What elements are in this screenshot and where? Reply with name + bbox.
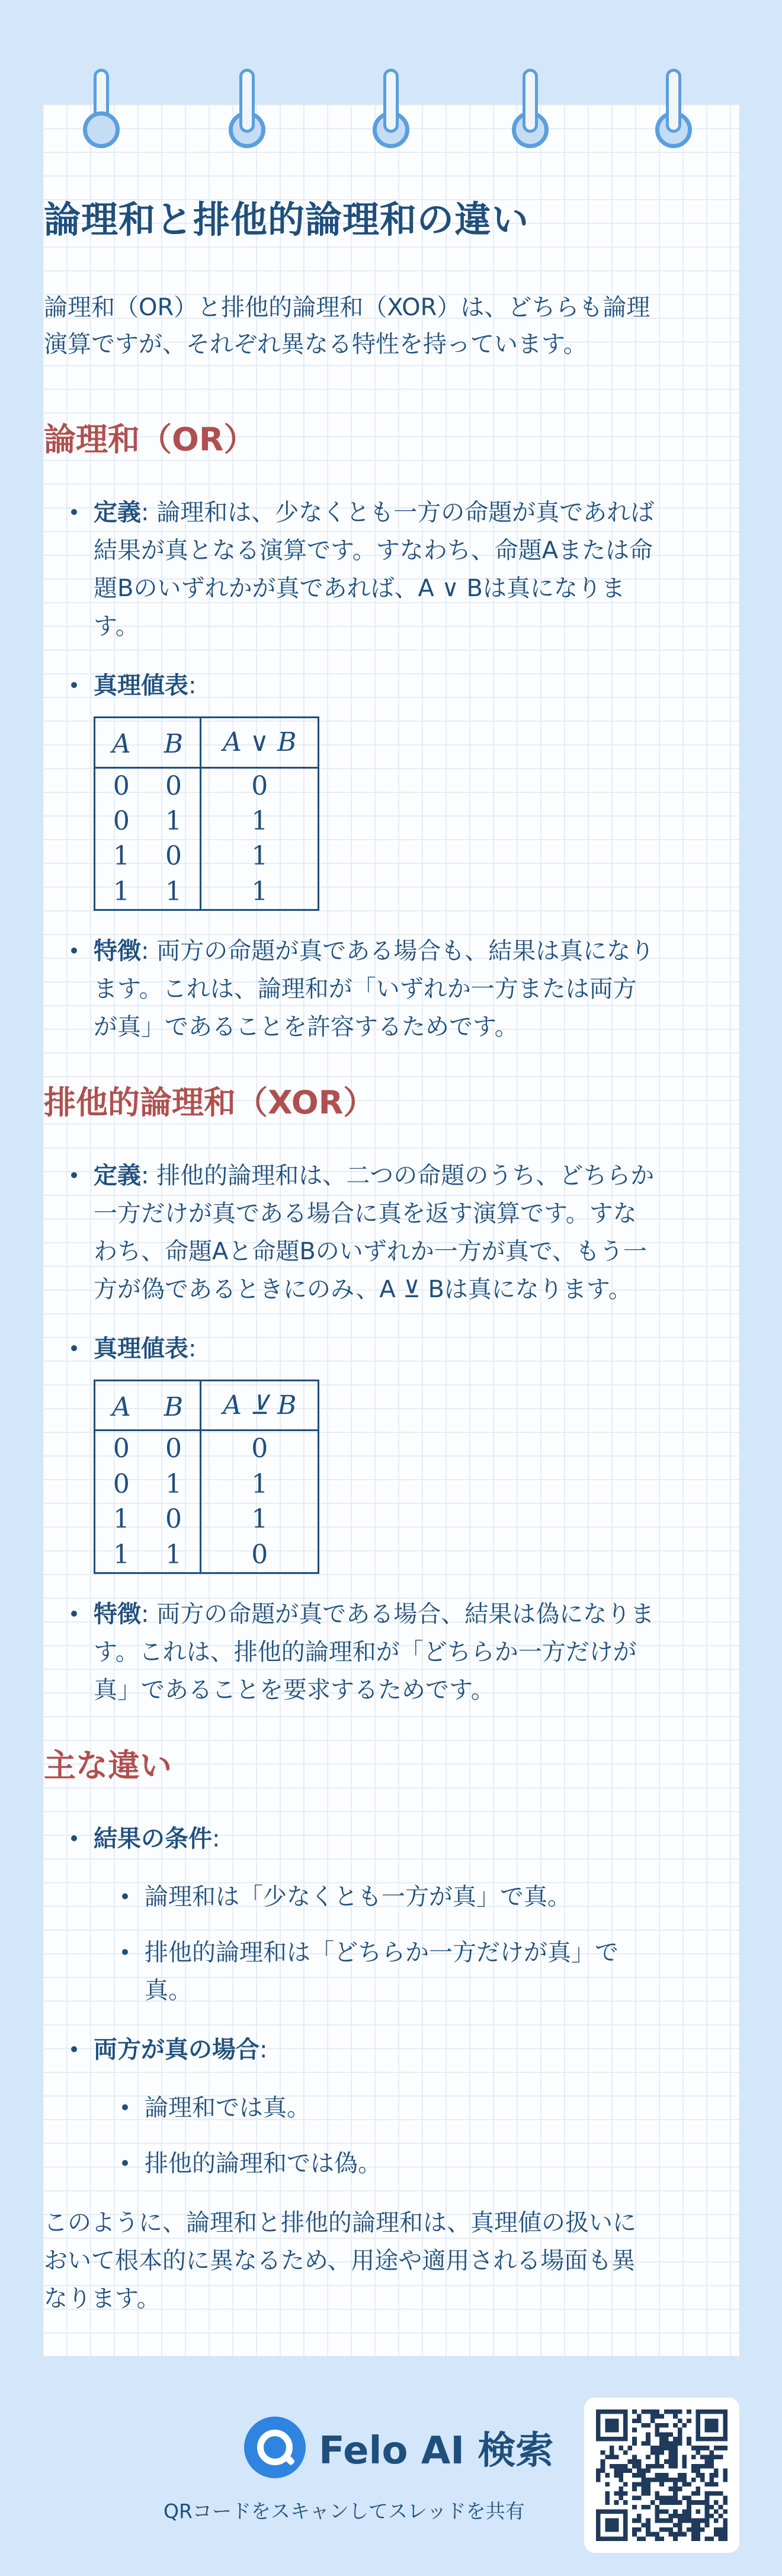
table-cell: 0 <box>148 1431 201 1467</box>
brand-name: Felo AI 検索 <box>319 2429 554 2473</box>
list-item: 排他的論理和は「どちらか一方だけが真」で真。 <box>145 1934 655 2009</box>
xor-definition-label: 定義 <box>94 1161 141 1189</box>
table-row <box>95 1431 319 1467</box>
felo-logo[interactable] <box>244 2417 553 2478</box>
xor-feature-text: : 両方の命題が真である場合、結果は偽になります。これは、排他的論理和が「どちらか一方だけが真」であることを要求するためです。 <box>94 1600 655 1704</box>
qr-code-icon[interactable] <box>584 2398 739 2553</box>
table-cell: 0 <box>95 767 148 804</box>
closing-paragraph: このように、論理和と排他的論理和は、真理値の扱いにおいて根本的に異なるため、用途や適用される場面も異なります。 <box>44 2209 636 2312</box>
differences-list <box>94 1820 655 2183</box>
xor-feature-label: 特徴 <box>94 1600 141 1628</box>
table-cell: 0 <box>95 1431 148 1467</box>
intro-paragraph: 論理和（OR）と排他的論理和（XOR）は、どちらも論理演算ですが、それぞれ異なる特性を持っています。 <box>44 294 650 359</box>
table-cell: 1 <box>95 1537 148 1573</box>
xor-truth-table-label: 真理値表 <box>94 1335 188 1362</box>
or-definition-text: : 論理和は、少なくとも一方の命題が真であれば結果が真となる演算です。すなわち、命題Aまたは命題Bのいずれかが真であれば、A ∨ Bは真になります。 <box>94 499 655 641</box>
both-true-item <box>94 2031 655 2183</box>
xor-truth-table <box>94 1380 319 1574</box>
or-feature-label: 特徴 <box>94 937 141 965</box>
or-section-list <box>94 494 655 1046</box>
or-truth-table-label: 真理値表 <box>94 672 188 700</box>
condition-sublist <box>145 1878 655 2009</box>
both-true-suffix: : <box>259 2036 268 2063</box>
table-row <box>95 839 319 873</box>
felo-search-icon <box>244 2417 306 2478</box>
table-cell: 1 <box>201 1502 319 1537</box>
or-truth-table-item <box>94 667 655 911</box>
or-feature-text: : 両方の命題が真である場合も、結果は真になります。これは、論理和が「いずれか一方または両方が真」であることを許容するためです。 <box>94 937 655 1041</box>
xor-section-heading: 排他的論理和（XOR） <box>44 1084 376 1122</box>
table-row <box>95 767 319 804</box>
table-cell: 0 <box>201 767 319 804</box>
table-row <box>95 874 319 910</box>
xor-truth-table-item <box>94 1330 655 1574</box>
list-item: 論理和は「少なくとも一方が真」で真。 <box>145 1878 655 1916</box>
table-cell: 0 <box>201 1537 319 1573</box>
condition-suffix: : <box>212 1825 220 1852</box>
xor-truth-table-suffix: : <box>188 1335 197 1362</box>
condition-label: 結果の条件 <box>94 1825 212 1852</box>
table-cell: 1 <box>148 1537 201 1573</box>
table-cell: 1 <box>201 874 319 910</box>
table-cell: 1 <box>201 804 319 839</box>
or-truth-table-suffix: : <box>188 672 197 700</box>
table-cell: 0 <box>148 767 201 804</box>
or-definition-label: 定義 <box>94 499 141 527</box>
table-cell: 1 <box>148 874 201 910</box>
table-cell: 0 <box>148 839 201 873</box>
or-feature-item <box>94 932 655 1046</box>
qr-caption: QRコードをスキャンしてスレッドを共有 <box>164 2500 525 2523</box>
table-cell: 1 <box>95 1502 148 1537</box>
or-section-heading: 論理和（OR） <box>44 421 256 459</box>
list-item: 論理和では真。 <box>145 2089 655 2127</box>
list-item: 排他的論理和では偽。 <box>145 2145 655 2183</box>
table-cell: 1 <box>148 1467 201 1502</box>
condition-item <box>94 1820 655 2009</box>
both-true-sublist <box>145 2089 655 2183</box>
table-row <box>95 804 319 839</box>
table-header-cell: B <box>148 718 201 767</box>
article-content <box>44 95 655 2318</box>
both-true-label: 両方が真の場合 <box>94 2036 259 2063</box>
table-cell: 0 <box>95 1467 148 1502</box>
table-header-cell: B <box>148 1380 201 1430</box>
or-definition-item <box>94 494 655 645</box>
table-header-row <box>95 718 319 767</box>
xor-definition-text: : 排他的論理和は、二つの命題のうち、どちらか一方だけが真である場合に真を返す演算です。すなわち、命題Aと命題Bのいずれか一方が真で、もう一方が偽であるときにのみ、A ⊻ Bは真になります。 <box>94 1161 655 1303</box>
table-cell: 1 <box>95 874 148 910</box>
differences-heading: 主な違い <box>44 1746 172 1784</box>
table-header-cell: A ⊻ B <box>201 1380 319 1430</box>
binder-ring-icon <box>655 69 692 148</box>
table-cell: 1 <box>201 1467 319 1502</box>
table-cell: 0 <box>148 1502 201 1537</box>
page-title: 論理和と排他的論理和の違い <box>44 198 530 241</box>
table-row <box>95 1537 319 1573</box>
or-truth-table <box>94 716 319 911</box>
xor-definition-item <box>94 1157 655 1308</box>
table-cell: 0 <box>201 1431 319 1467</box>
table-header-cell: A <box>95 1380 148 1430</box>
qr-code-graphic <box>596 2409 727 2541</box>
table-header-row <box>95 1380 319 1430</box>
table-cell: 1 <box>201 839 319 873</box>
table-cell: 0 <box>95 804 148 839</box>
table-row <box>95 1467 319 1502</box>
xor-section-list <box>94 1157 655 1709</box>
table-header-cell: A <box>95 718 148 767</box>
table-cell: 1 <box>95 839 148 873</box>
table-row <box>95 1502 319 1537</box>
table-header-cell: A ∨ B <box>201 718 319 767</box>
table-cell: 1 <box>148 804 201 839</box>
xor-feature-item <box>94 1595 655 1709</box>
